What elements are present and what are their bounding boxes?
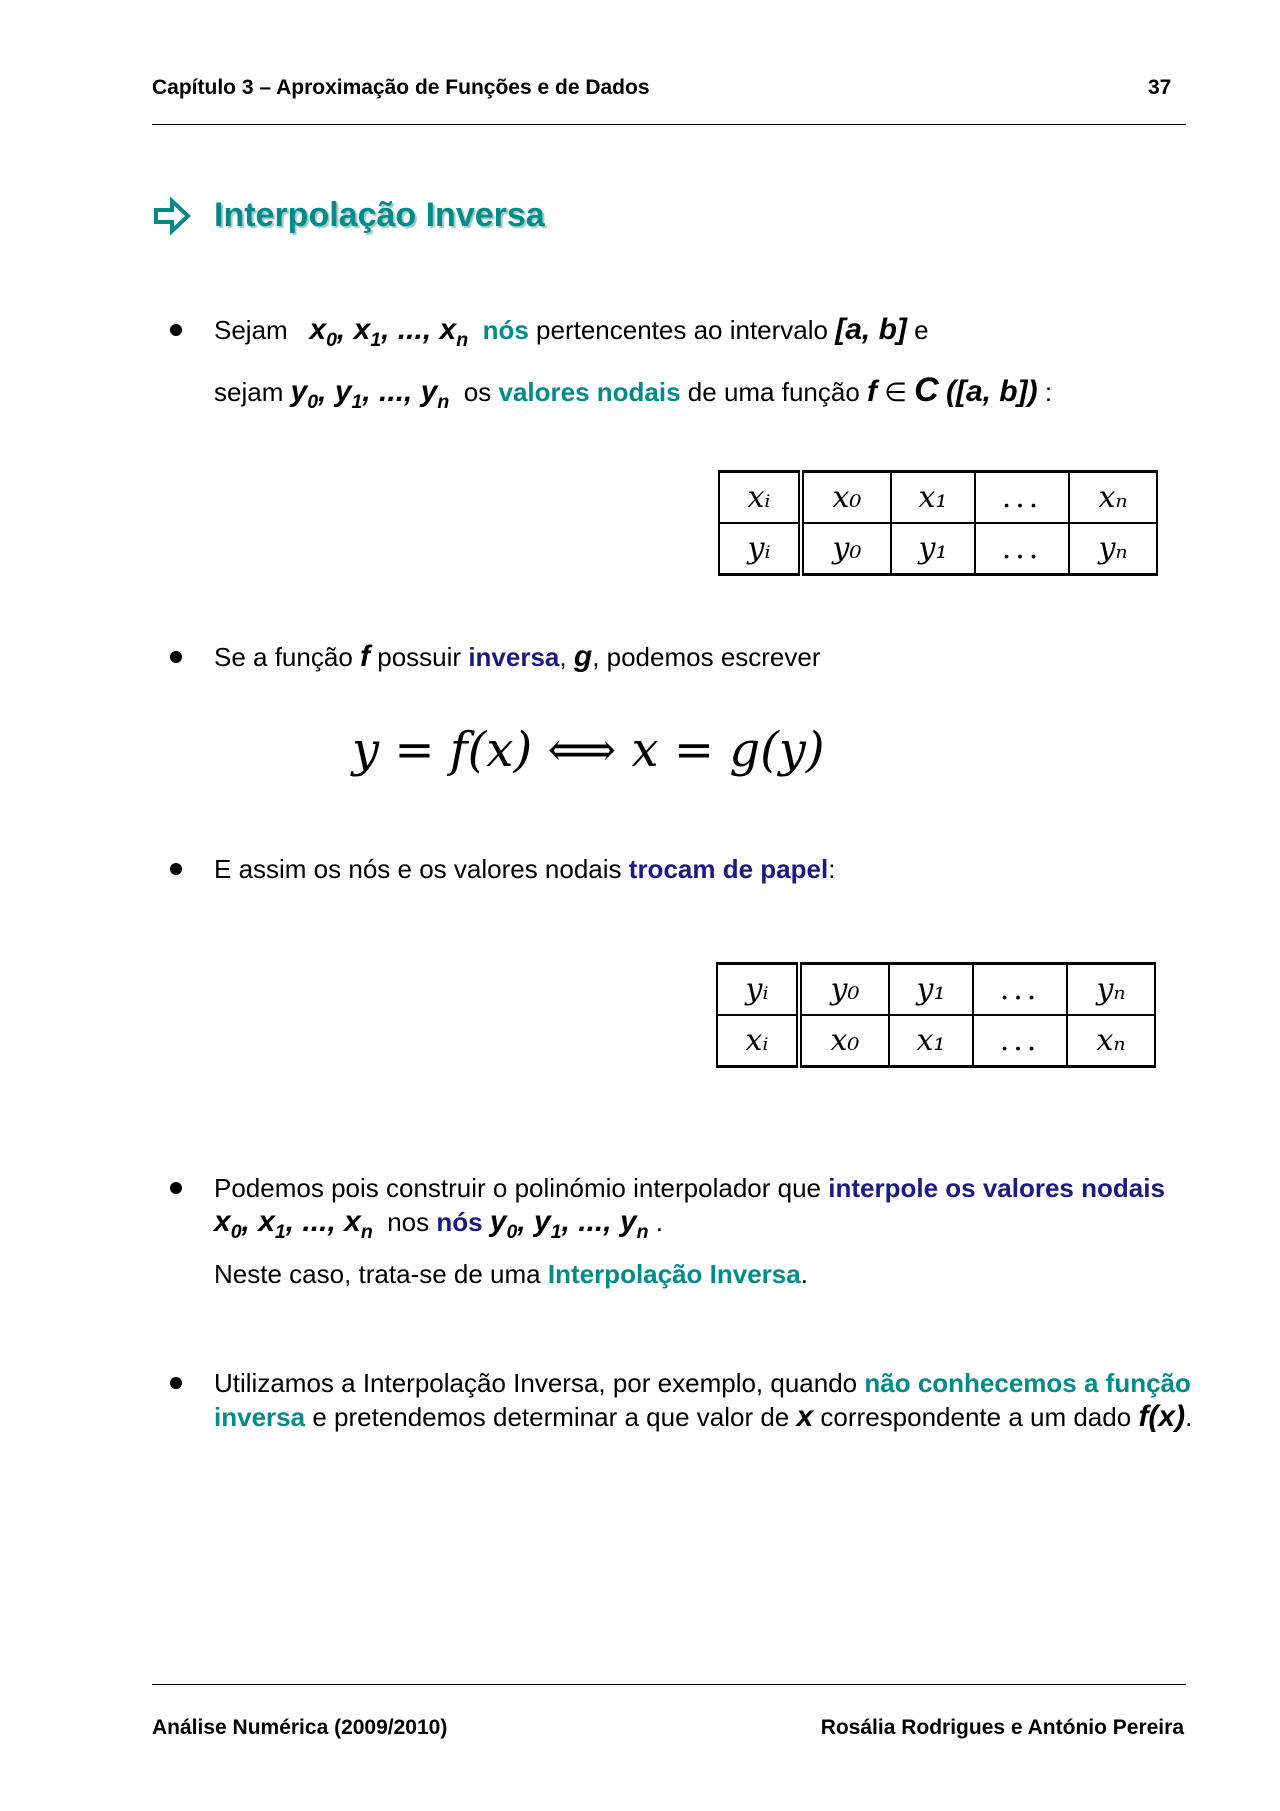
running-header: Capítulo 3 – Aproximação de Funções e de Dados (152, 76, 650, 99)
bullet-dot (170, 1377, 182, 1389)
text: os (463, 377, 492, 407)
table-cell: xᵢ (717, 1015, 799, 1067)
math-x0: $x_0$, $x_1$, ..., $x_n$ (309, 313, 469, 351)
table-cell: yₙ (1067, 964, 1155, 1016)
table-cell: y₁ (889, 964, 973, 1016)
table-cell: ... (973, 1015, 1067, 1067)
text: : (828, 854, 836, 884)
table-cell: ... (975, 472, 1069, 524)
highlight-nos: nós (482, 315, 529, 345)
highlight-nos: nós (436, 1207, 483, 1237)
text: correspondente a um dado (820, 1402, 1132, 1432)
highlight-trocam-de-papel: trocam de papel (628, 854, 829, 884)
inverse-equation (352, 722, 825, 778)
text: , (559, 642, 567, 672)
bullet5-line2 (214, 1400, 1192, 1434)
table-cell: yᵢ (719, 523, 801, 575)
math-f: f (867, 375, 878, 408)
eq-term: x (631, 722, 659, 778)
table-row (719, 523, 1157, 575)
bullet2-line (214, 640, 821, 674)
eq-operator: = (673, 722, 715, 778)
eq-term: y (352, 722, 380, 778)
highlight-inversa: inversa (214, 1402, 306, 1432)
table-row (717, 1015, 1155, 1067)
bullet1-line1 (214, 313, 929, 350)
bullet-dot (170, 324, 182, 336)
table-cell: y₀ (799, 964, 889, 1016)
highlight-nao-conhecemos: não conhecemos a função (864, 1368, 1191, 1398)
math-C: C (914, 371, 939, 409)
section-title: Interpolação Inversa (214, 196, 545, 234)
text: : (1044, 377, 1053, 407)
math-x-nodes: $x_0$, $x_1$, ..., $x_n$ (214, 1205, 373, 1243)
table-cell: ... (975, 523, 1069, 575)
text: e (914, 315, 929, 345)
text: Se a função (214, 642, 353, 672)
math-y0: $y_0$, $y_1$, ..., $y_n$ (290, 375, 450, 413)
eq-operator: ⟺ (547, 722, 617, 778)
math-interval: ([a, b]) (945, 375, 1038, 408)
text: nos (387, 1207, 430, 1237)
nodes-table (718, 470, 1158, 576)
text: Utilizamos a Interpolação Inversa, por exemplo, quando (214, 1368, 858, 1398)
text: Neste caso, trata-se de uma (214, 1259, 541, 1289)
bullet5-line1 (214, 1366, 1191, 1400)
table-cell: x₁ (891, 472, 975, 524)
highlight-valores-nodais: valores nodais (498, 377, 681, 407)
table-row (719, 472, 1157, 524)
highlight-interpolacao-inversa: Interpolação Inversa (547, 1259, 801, 1289)
text: , podemos escrever (592, 642, 821, 672)
text: pertencentes ao intervalo (536, 315, 828, 345)
text: Sejam (214, 315, 288, 345)
bullet-dot (170, 863, 182, 875)
table-cell: y₁ (891, 523, 975, 575)
footer-rule (152, 1684, 1186, 1685)
math-x: x (796, 1400, 814, 1433)
footer-course: Análise Numérica (2009/2010) (152, 1716, 448, 1739)
footer-authors: Rosália Rodrigues e António Pereira (820, 1716, 1184, 1739)
table-cell: x₀ (799, 1015, 889, 1067)
text: possuir (377, 642, 462, 672)
table-row (717, 964, 1155, 1016)
bullet3-line (214, 852, 835, 886)
bullet-dot (170, 651, 182, 663)
text: E assim os nós e os valores nodais (214, 854, 622, 884)
text: sejam (214, 377, 284, 407)
math-f: f (360, 640, 371, 673)
element-of-symbol: ∈ (884, 377, 907, 407)
table-cell: y₀ (801, 523, 891, 575)
text: Podemos pois construir o polinómio interpolador que (214, 1173, 822, 1203)
bullet-dot (170, 1182, 182, 1194)
math-interval: [a, b] (835, 313, 907, 346)
table-cell: x₀ (801, 472, 891, 524)
math-fx: f(x) (1138, 1400, 1186, 1433)
eq-operator: = (394, 722, 435, 778)
swapped-table (716, 962, 1156, 1068)
table-cell: x₁ (889, 1015, 973, 1067)
hollow-right-arrow-icon (152, 196, 192, 236)
bullet1-line2 (214, 373, 1052, 412)
text: e pretendemos determinar a que valor de (312, 1402, 790, 1432)
table-cell: yₙ (1069, 523, 1157, 575)
header-rule (152, 124, 1186, 125)
text: . (655, 1207, 664, 1237)
table-cell: xₙ (1069, 472, 1157, 524)
eq-term: f(x) (449, 722, 533, 778)
eq-term: g(y) (729, 722, 825, 778)
text: . (800, 1259, 808, 1289)
table-cell: xₙ (1067, 1015, 1155, 1067)
highlight-interpole: interpole os valores nodais (828, 1173, 1165, 1203)
table-cell: xᵢ (719, 472, 801, 524)
bullet4-line2 (214, 1205, 663, 1242)
math-g: g (573, 640, 593, 673)
text: de uma função (687, 377, 860, 407)
bullet4-line1 (214, 1171, 1165, 1205)
highlight-inversa: inversa (468, 642, 560, 672)
page-number: 37 (1148, 76, 1172, 99)
math-y-nodes: $y_0$, $y_1$, ..., $y_n$ (489, 1205, 649, 1243)
text: . (1185, 1402, 1193, 1432)
table-cell: yᵢ (717, 964, 799, 1016)
bullet4-line3 (214, 1257, 808, 1291)
table-cell: ... (973, 964, 1067, 1016)
